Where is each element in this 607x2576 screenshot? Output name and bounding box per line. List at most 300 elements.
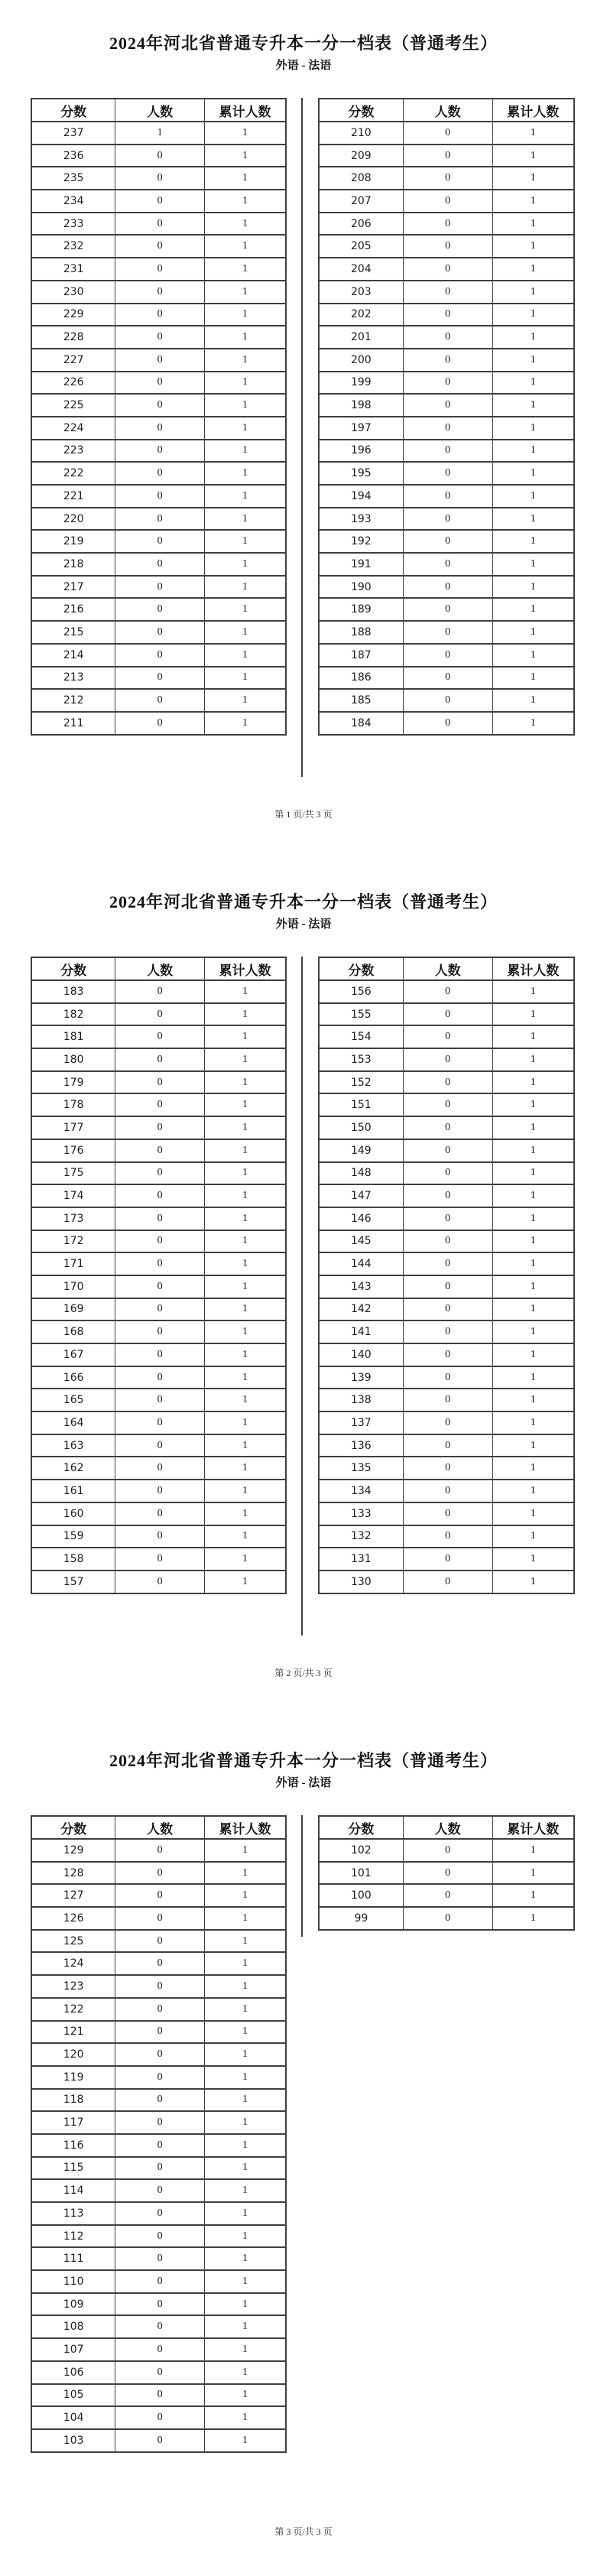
count-cell: 0	[115, 2225, 205, 2248]
score-cell: 210	[319, 122, 403, 145]
score-cell: 201	[319, 326, 403, 349]
table-row	[319, 1548, 574, 1571]
cumulative-cell: 1	[204, 2270, 286, 2293]
score-cell: 149	[319, 1139, 403, 1162]
count-cell: 0	[403, 349, 492, 372]
cumulative-cell: 1	[204, 2338, 286, 2361]
table-row	[319, 190, 574, 213]
table-row	[31, 190, 286, 213]
cumulative-cell: 1	[204, 1548, 286, 1571]
count-cell: 0	[403, 190, 492, 213]
count-column-header: 人数	[115, 99, 205, 122]
cumulative-cell: 1	[204, 1025, 286, 1048]
count-cell: 0	[403, 1571, 492, 1593]
count-cell: 0	[115, 1184, 205, 1207]
count-cell: 0	[403, 372, 492, 395]
count-cell: 0	[115, 440, 205, 463]
cumulative-cell: 1	[492, 1434, 574, 1457]
table-row	[31, 1571, 286, 1593]
cumulative-cell: 1	[204, 1839, 286, 1862]
count-cell: 0	[115, 258, 205, 281]
table-row	[31, 2021, 286, 2044]
score-cell: 226	[31, 372, 115, 395]
table-row	[319, 712, 574, 735]
cumulative-cell: 1	[492, 1884, 574, 1907]
cumulative-cell: 1	[492, 304, 574, 326]
score-cell: 167	[31, 1343, 115, 1366]
score-cell: 159	[31, 1525, 115, 1548]
count-cell: 0	[115, 689, 205, 712]
score-cell: 194	[319, 485, 403, 508]
count-cell: 0	[403, 213, 492, 236]
count-cell: 0	[403, 145, 492, 167]
count-column-header: 人数	[403, 1816, 492, 1839]
count-cell: 0	[115, 1457, 205, 1480]
count-cell: 0	[403, 576, 492, 599]
table-row	[31, 213, 286, 236]
score-cell: 211	[31, 712, 115, 735]
score-cell: 139	[319, 1366, 403, 1389]
score-cell: 179	[31, 1071, 115, 1094]
cumulative-cell: 1	[492, 1862, 574, 1885]
count-cell: 0	[115, 1411, 205, 1434]
table-body	[319, 122, 574, 735]
table-divider	[301, 1815, 303, 1937]
cumulative-column-header: 累计人数	[204, 1816, 286, 1839]
header-row	[319, 957, 574, 980]
count-cell: 0	[115, 190, 205, 213]
count-cell: 0	[115, 1320, 205, 1343]
page-title: 2024年河北省普通专升本一分一档表（普通考生）	[109, 1751, 498, 1770]
cumulative-cell: 1	[204, 2021, 286, 2044]
count-cell: 0	[115, 508, 205, 531]
cumulative-cell: 1	[492, 1162, 574, 1185]
table-row	[31, 1139, 286, 1162]
cumulative-cell: 1	[204, 190, 286, 213]
table-row	[31, 2157, 286, 2180]
score-cell: 132	[319, 1525, 403, 1548]
score-cell: 120	[31, 2043, 115, 2066]
table-row	[31, 576, 286, 599]
cumulative-cell: 1	[204, 1298, 286, 1321]
table-row	[319, 667, 574, 690]
score-cell: 187	[319, 644, 403, 667]
count-cell: 0	[115, 1930, 205, 1953]
count-cell: 0	[115, 1975, 205, 1998]
table-divider	[301, 957, 303, 1636]
count-cell: 0	[115, 553, 205, 576]
count-cell: 0	[115, 326, 205, 349]
cumulative-cell: 1	[204, 2111, 286, 2134]
cumulative-cell: 1	[204, 1907, 286, 1930]
table-row	[319, 598, 574, 621]
score-cell: 220	[31, 508, 115, 531]
table-body	[319, 1839, 574, 1930]
table-row	[319, 1025, 574, 1048]
table-row	[319, 1434, 574, 1457]
cumulative-cell: 1	[204, 1071, 286, 1094]
cumulative-cell: 1	[492, 167, 574, 190]
table-row	[319, 553, 574, 576]
cumulative-cell: 1	[204, 712, 286, 735]
count-cell: 0	[115, 235, 205, 258]
table-row	[31, 1162, 286, 1185]
count-cell: 0	[403, 712, 492, 735]
table-row	[31, 508, 286, 531]
count-column-header: 人数	[115, 957, 205, 980]
table-row	[31, 462, 286, 485]
cumulative-cell: 1	[204, 621, 286, 644]
table-row	[31, 1320, 286, 1343]
score-cell: 147	[319, 1184, 403, 1207]
score-cell: 215	[31, 621, 115, 644]
table-row	[31, 644, 286, 667]
table-row	[31, 235, 286, 258]
cumulative-cell: 1	[204, 2429, 286, 2452]
cumulative-cell: 1	[492, 258, 574, 281]
table-row	[31, 326, 286, 349]
cumulative-cell: 1	[492, 644, 574, 667]
cumulative-cell: 1	[492, 980, 574, 1003]
cumulative-cell: 1	[204, 1116, 286, 1139]
table-row	[31, 349, 286, 372]
table-row	[319, 122, 574, 145]
score-cell: 233	[31, 213, 115, 236]
score-cell: 123	[31, 1975, 115, 1998]
count-cell: 0	[403, 326, 492, 349]
score-cell: 221	[31, 485, 115, 508]
score-cell: 168	[31, 1320, 115, 1343]
table-row	[319, 621, 574, 644]
table-row	[31, 417, 286, 440]
score-cell: 223	[31, 440, 115, 463]
cumulative-cell: 1	[204, 349, 286, 372]
cumulative-cell: 1	[492, 530, 574, 553]
count-cell: 0	[115, 2429, 205, 2452]
cumulative-cell: 1	[204, 1003, 286, 1026]
count-cell: 1	[115, 122, 205, 145]
table-row	[31, 2225, 286, 2248]
score-cell: 222	[31, 462, 115, 485]
score-cell: 107	[31, 2338, 115, 2361]
table-row	[31, 485, 286, 508]
table-row	[319, 1116, 574, 1139]
score-cell: 225	[31, 394, 115, 417]
score-cell: 230	[31, 281, 115, 304]
cumulative-cell: 1	[492, 1230, 574, 1253]
cumulative-cell: 1	[492, 1139, 574, 1162]
cumulative-cell: 1	[204, 2406, 286, 2429]
score-cell: 138	[319, 1389, 403, 1411]
count-cell: 0	[403, 281, 492, 304]
cumulative-cell: 1	[492, 394, 574, 417]
count-cell: 0	[115, 667, 205, 690]
table-row	[31, 1207, 286, 1230]
table-row	[319, 281, 574, 304]
cumulative-cell: 1	[204, 1525, 286, 1548]
cumulative-cell: 1	[204, 1389, 286, 1411]
page-footer: 第 2 页/共 3 页	[274, 1668, 333, 1678]
count-cell: 0	[403, 1884, 492, 1907]
cumulative-cell: 1	[204, 2293, 286, 2316]
cumulative-cell: 1	[492, 372, 574, 395]
score-table-left	[31, 98, 287, 736]
count-cell: 0	[115, 372, 205, 395]
score-cell: 130	[319, 1571, 403, 1593]
table-row	[31, 2043, 286, 2066]
count-cell: 0	[115, 1952, 205, 1975]
table-row	[319, 1162, 574, 1185]
page-subtitle: 外语 - 法语	[275, 1777, 332, 1789]
score-column-header: 分数	[319, 1816, 403, 1839]
cumulative-cell: 1	[204, 1502, 286, 1525]
count-cell: 0	[115, 2089, 205, 2112]
cumulative-cell: 1	[492, 1457, 574, 1480]
table-row	[31, 372, 286, 395]
count-cell: 0	[115, 167, 205, 190]
table-row	[31, 2134, 286, 2157]
count-cell: 0	[115, 1071, 205, 1094]
count-cell: 0	[403, 1480, 492, 1502]
table-row	[31, 621, 286, 644]
cumulative-cell: 1	[492, 1571, 574, 1593]
count-cell: 0	[403, 1862, 492, 1885]
cumulative-column-header: 累计人数	[492, 957, 574, 980]
cumulative-cell: 1	[204, 372, 286, 395]
score-cell: 101	[319, 1862, 403, 1885]
cumulative-cell: 1	[204, 1162, 286, 1185]
count-cell: 0	[115, 213, 205, 236]
table-row	[319, 508, 574, 531]
cumulative-cell: 1	[492, 553, 574, 576]
count-cell: 0	[115, 1230, 205, 1253]
score-cell: 133	[319, 1502, 403, 1525]
table-row	[31, 1884, 286, 1907]
cumulative-cell: 1	[492, 1343, 574, 1366]
cumulative-cell: 1	[492, 145, 574, 167]
score-cell: 171	[31, 1252, 115, 1275]
score-cell: 188	[319, 621, 403, 644]
cumulative-cell: 1	[204, 122, 286, 145]
score-cell: 178	[31, 1093, 115, 1116]
score-cell: 199	[319, 372, 403, 395]
cumulative-cell: 1	[492, 1411, 574, 1434]
count-cell: 0	[403, 1907, 492, 1930]
score-cell: 177	[31, 1116, 115, 1139]
score-column-header: 分数	[31, 1816, 115, 1839]
count-cell: 0	[115, 598, 205, 621]
cumulative-cell: 1	[204, 2202, 286, 2225]
score-cell: 134	[319, 1480, 403, 1502]
header-row	[319, 99, 574, 122]
score-cell: 204	[319, 258, 403, 281]
score-cell: 125	[31, 1930, 115, 1953]
score-cell: 108	[31, 2315, 115, 2338]
count-cell: 0	[403, 1320, 492, 1343]
cumulative-cell: 1	[204, 1320, 286, 1343]
cumulative-cell: 1	[204, 576, 286, 599]
cumulative-cell: 1	[204, 440, 286, 463]
score-cell: 197	[319, 417, 403, 440]
table-row	[31, 1998, 286, 2021]
cumulative-column-header: 累计人数	[492, 99, 574, 122]
count-column-header: 人数	[403, 957, 492, 980]
cumulative-cell: 1	[204, 235, 286, 258]
count-cell: 0	[403, 1048, 492, 1071]
score-cell: 163	[31, 1434, 115, 1457]
table-row	[319, 1884, 574, 1907]
score-table-right	[318, 98, 575, 736]
table-row	[31, 667, 286, 690]
score-cell: 232	[31, 235, 115, 258]
count-cell: 0	[403, 417, 492, 440]
score-cell: 164	[31, 1411, 115, 1434]
score-cell: 104	[31, 2406, 115, 2429]
table-row	[319, 1071, 574, 1094]
cumulative-cell: 1	[492, 621, 574, 644]
count-cell: 0	[115, 462, 205, 485]
cumulative-cell: 1	[492, 667, 574, 690]
score-cell: 227	[31, 349, 115, 372]
score-cell: 99	[319, 1907, 403, 1930]
score-cell: 209	[319, 145, 403, 167]
cumulative-cell: 1	[204, 1093, 286, 1116]
table-row	[319, 1366, 574, 1389]
score-cell: 143	[319, 1275, 403, 1298]
cumulative-cell: 1	[204, 1930, 286, 1953]
score-cell: 140	[319, 1343, 403, 1366]
count-cell: 0	[115, 1298, 205, 1321]
header-row	[31, 957, 286, 980]
count-cell: 0	[115, 2293, 205, 2316]
page-2	[0, 859, 607, 1717]
cumulative-cell: 1	[492, 349, 574, 372]
count-cell: 0	[403, 304, 492, 326]
count-cell: 0	[115, 980, 205, 1003]
count-cell: 0	[403, 1548, 492, 1571]
table-row	[31, 281, 286, 304]
cumulative-cell: 1	[492, 1116, 574, 1139]
table-row	[31, 1366, 286, 1389]
table-row	[319, 1457, 574, 1480]
cumulative-cell: 1	[204, 1275, 286, 1298]
score-column-header: 分数	[319, 99, 403, 122]
score-cell: 118	[31, 2089, 115, 2112]
table-row	[319, 258, 574, 281]
score-cell: 129	[31, 1839, 115, 1862]
table-row	[31, 2338, 286, 2361]
cumulative-cell: 1	[492, 598, 574, 621]
cumulative-cell: 1	[204, 2179, 286, 2202]
count-cell: 0	[403, 1434, 492, 1457]
count-cell: 0	[403, 980, 492, 1003]
score-table-left	[31, 957, 287, 1594]
cumulative-cell: 1	[204, 508, 286, 531]
table-row	[31, 122, 286, 145]
count-cell: 0	[115, 1025, 205, 1048]
score-cell: 119	[31, 2066, 115, 2089]
count-cell: 0	[115, 530, 205, 553]
score-cell: 145	[319, 1230, 403, 1253]
table-row	[31, 2179, 286, 2202]
count-cell: 0	[403, 621, 492, 644]
count-cell: 0	[403, 1252, 492, 1275]
count-cell: 0	[403, 644, 492, 667]
page-title: 2024年河北省普通专升本一分一档表（普通考生）	[109, 892, 498, 911]
count-cell: 0	[403, 167, 492, 190]
table-row	[31, 689, 286, 712]
page-footer: 第 3 页/共 3 页	[274, 2526, 333, 2537]
cumulative-cell: 1	[204, 2361, 286, 2384]
count-cell: 0	[115, 1548, 205, 1571]
score-cell: 212	[31, 689, 115, 712]
score-cell: 217	[31, 576, 115, 599]
cumulative-cell: 1	[204, 2043, 286, 2066]
table-row	[31, 1952, 286, 1975]
table-row	[31, 1930, 286, 1953]
count-cell: 0	[403, 1207, 492, 1230]
count-cell: 0	[115, 621, 205, 644]
cumulative-cell: 1	[204, 1411, 286, 1434]
score-cell: 235	[31, 167, 115, 190]
cumulative-cell: 1	[492, 1320, 574, 1343]
score-cell: 135	[319, 1457, 403, 1480]
score-cell: 128	[31, 1862, 115, 1885]
cumulative-cell: 1	[204, 1952, 286, 1975]
count-cell: 0	[403, 1003, 492, 1026]
count-cell: 0	[403, 1093, 492, 1116]
score-cell: 158	[31, 1548, 115, 1571]
table-row	[31, 598, 286, 621]
cumulative-cell: 1	[204, 1230, 286, 1253]
score-cell: 142	[319, 1298, 403, 1321]
cumulative-cell: 1	[204, 689, 286, 712]
table-row	[31, 2270, 286, 2293]
count-cell: 0	[115, 2111, 205, 2134]
cumulative-cell: 1	[204, 304, 286, 326]
cumulative-cell: 1	[204, 2066, 286, 2089]
count-cell: 0	[403, 1389, 492, 1411]
count-cell: 0	[403, 1071, 492, 1094]
cumulative-cell: 1	[492, 440, 574, 463]
score-cell: 136	[319, 1434, 403, 1457]
count-cell: 0	[403, 1525, 492, 1548]
score-table-right	[318, 957, 575, 1594]
cumulative-column-header: 累计人数	[492, 1816, 574, 1839]
count-cell: 0	[403, 553, 492, 576]
score-cell: 196	[319, 440, 403, 463]
table-row	[31, 2293, 286, 2316]
score-cell: 144	[319, 1252, 403, 1275]
cumulative-cell: 1	[492, 1480, 574, 1502]
count-cell: 0	[115, 2406, 205, 2429]
cumulative-cell: 1	[492, 1048, 574, 1071]
table-row	[31, 1434, 286, 1457]
score-cell: 172	[31, 1230, 115, 1253]
count-cell: 0	[115, 1480, 205, 1502]
cumulative-cell: 1	[492, 1907, 574, 1930]
cumulative-cell: 1	[492, 1207, 574, 1230]
count-cell: 0	[403, 394, 492, 417]
cumulative-cell: 1	[204, 2384, 286, 2407]
score-cell: 152	[319, 1071, 403, 1094]
count-cell: 0	[115, 349, 205, 372]
cumulative-cell: 1	[492, 1003, 574, 1026]
table-row	[319, 644, 574, 667]
table-row	[31, 1411, 286, 1434]
score-cell: 181	[31, 1025, 115, 1048]
count-cell: 0	[115, 1139, 205, 1162]
